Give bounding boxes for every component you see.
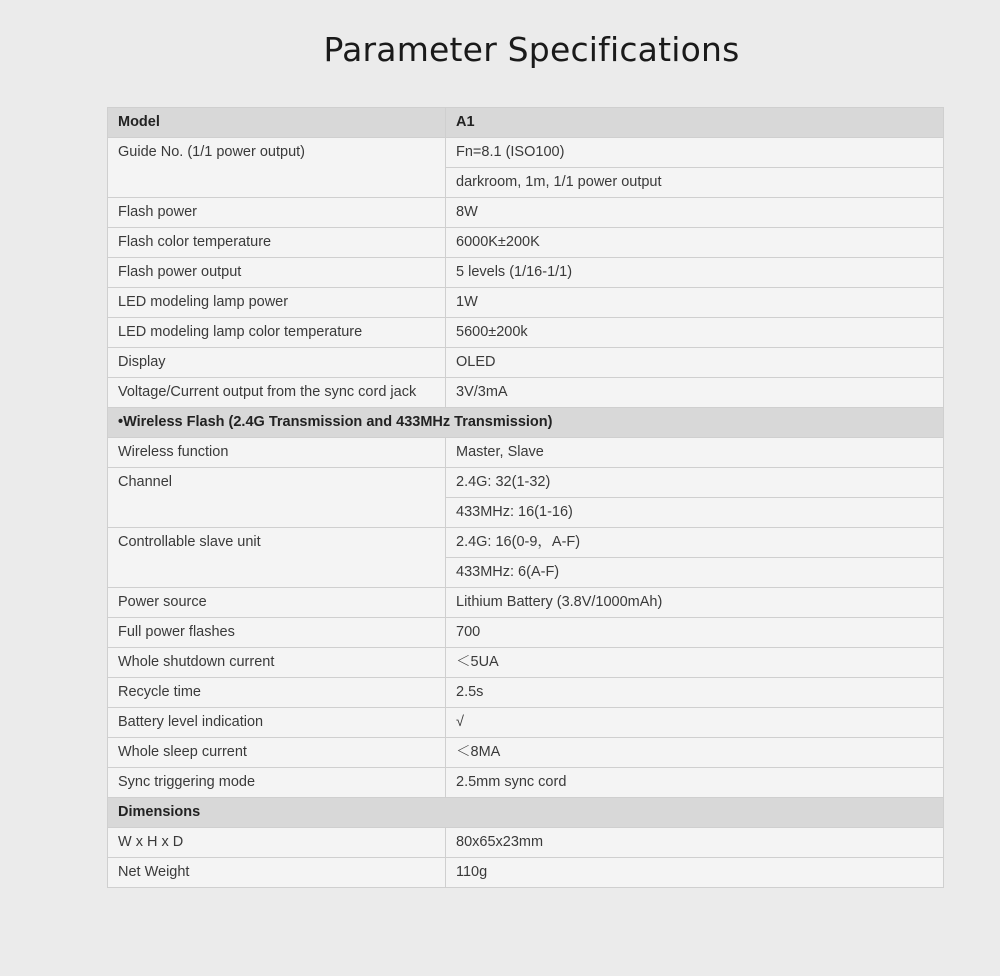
header-value: A1: [446, 108, 944, 138]
row-label: Whole shutdown current: [108, 648, 446, 678]
table-row: [108, 528, 944, 558]
spec-table: [107, 107, 944, 888]
section-title: Dimensions: [108, 798, 944, 828]
row-label: Display: [108, 348, 446, 378]
row-value: 433MHz: 16(1-16): [446, 498, 944, 528]
row-label: Net Weight: [108, 858, 446, 888]
row-label: Power source: [108, 588, 446, 618]
row-value: 5600±200k: [446, 318, 944, 348]
section-header-dimensions: [108, 798, 944, 828]
row-label: Flash power: [108, 198, 446, 228]
row-value: 2.4G: 16(0-9，A-F): [446, 528, 944, 558]
row-value: 1W: [446, 288, 944, 318]
table-row: [108, 138, 944, 168]
row-label: Guide No. (1/1 power output): [108, 138, 446, 198]
row-label: Flash power output: [108, 258, 446, 288]
table-row: [108, 348, 944, 378]
row-label: LED modeling lamp color temperature: [108, 318, 446, 348]
table-row: [108, 198, 944, 228]
row-value: ＜8MA: [446, 738, 944, 768]
row-value: ＜5UA: [446, 648, 944, 678]
table-row: [108, 678, 944, 708]
row-value: 5 levels (1/16-1/1): [446, 258, 944, 288]
row-value: 6000K±200K: [446, 228, 944, 258]
row-value: OLED: [446, 348, 944, 378]
row-value: 2.5s: [446, 678, 944, 708]
row-value: 3V/3mA: [446, 378, 944, 408]
row-value: 80x65x23mm: [446, 828, 944, 858]
table-row: [108, 588, 944, 618]
header-label: Model: [108, 108, 446, 138]
row-value: 2.5mm sync cord: [446, 768, 944, 798]
row-value: 700: [446, 618, 944, 648]
table-row: [108, 738, 944, 768]
row-label: Recycle time: [108, 678, 446, 708]
row-value: 2.4G: 32(1-32): [446, 468, 944, 498]
row-label: Wireless function: [108, 438, 446, 468]
row-value: 8W: [446, 198, 944, 228]
table-row: [108, 618, 944, 648]
row-value: 110g: [446, 858, 944, 888]
table-row: [108, 708, 944, 738]
row-label: LED modeling lamp power: [108, 288, 446, 318]
table-row: [108, 768, 944, 798]
row-label: Full power flashes: [108, 618, 446, 648]
row-label: Voltage/Current output from the sync cord jack: [108, 378, 446, 408]
row-label: Battery level indication: [108, 708, 446, 738]
table-row: [108, 828, 944, 858]
table-row: [108, 318, 944, 348]
row-value: Lithium Battery (3.8V/1000mAh): [446, 588, 944, 618]
row-value: 433MHz: 6(A-F): [446, 558, 944, 588]
table-row: [108, 648, 944, 678]
section-title: •Wireless Flash (2.4G Transmission and 433MHz Transmission): [108, 408, 944, 438]
row-value: Master, Slave: [446, 438, 944, 468]
table-row: [108, 258, 944, 288]
table-row: [108, 228, 944, 258]
table-row: [108, 378, 944, 408]
table-row: [108, 858, 944, 888]
page-title: Parameter Specifications: [323, 30, 740, 69]
row-label: Channel: [108, 468, 446, 528]
row-value: Fn=8.1 (ISO100): [446, 138, 944, 168]
table-row: [108, 288, 944, 318]
table-row: [108, 468, 944, 498]
row-label: W x H x D: [108, 828, 446, 858]
row-label: Controllable slave unit: [108, 528, 446, 588]
table-header-row: [108, 108, 944, 138]
row-label: Whole sleep current: [108, 738, 446, 768]
row-value: darkroom, 1m, 1/1 power output: [446, 168, 944, 198]
row-label: Flash color temperature: [108, 228, 446, 258]
row-label: Sync triggering mode: [108, 768, 446, 798]
table-row: [108, 438, 944, 468]
row-value: √: [446, 708, 944, 738]
section-header-wireless: [108, 408, 944, 438]
